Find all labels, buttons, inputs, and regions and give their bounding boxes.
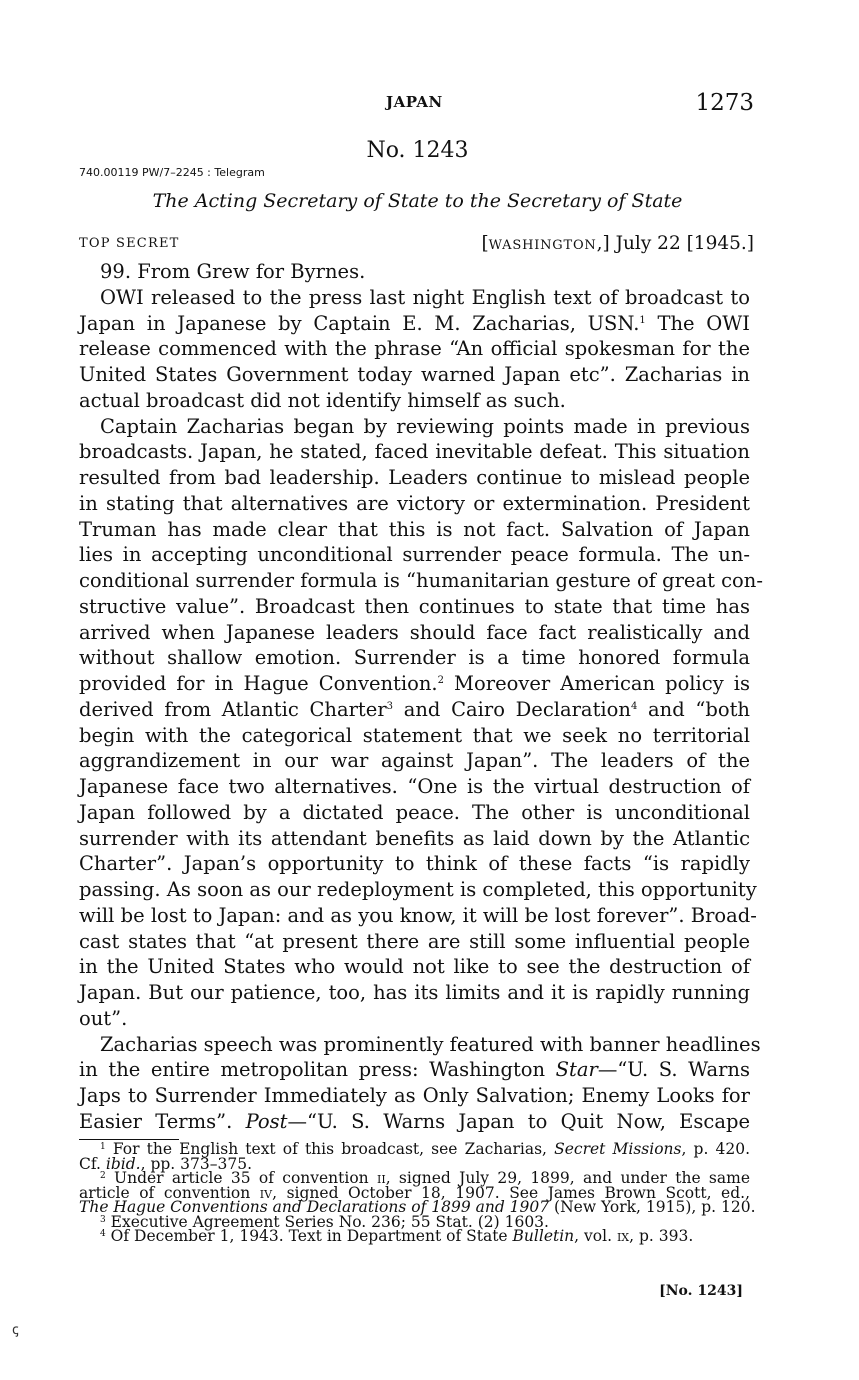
line-text: release commenced with the phrase “An official spokesman for the <box>79 337 750 361</box>
line-text: Easier Terms”. <box>79 1109 246 1133</box>
body-line <box>79 336 750 362</box>
line-text: Charter”. Japan’s opportunity to think of these facts “is rapidly <box>79 852 750 876</box>
body-line <box>79 723 750 749</box>
body-line <box>79 774 750 800</box>
line-text: broadcasts. Japan, he stated, faced inevitable defeat. This situation <box>79 440 750 464</box>
line-text: and Cairo Declaration <box>393 697 631 721</box>
italic-title: Bulletin <box>512 1227 575 1245</box>
italic-title: Secret Missions <box>554 1140 682 1158</box>
body-line <box>79 465 750 491</box>
dateline <box>481 233 754 254</box>
body-line <box>79 826 750 852</box>
line-text: OWI released to the press last night English text of broadcast to <box>100 285 750 309</box>
body-line <box>79 568 763 594</box>
newspaper-name: Post <box>245 1109 288 1133</box>
line-text: begin with the categorical statement that we seek no territorial <box>79 723 750 747</box>
body-line <box>79 362 750 388</box>
end-mark: [No. 1243] <box>659 1283 743 1299</box>
document-routing: The Acting Secretary of State to the Secretary of State <box>152 190 683 212</box>
body-line <box>79 851 750 877</box>
footnote-line <box>79 1229 750 1244</box>
margin-scan-mark: ꞔ <box>12 1322 19 1338</box>
footnote-text: (New York, 1915), p. 120. <box>549 1198 756 1216</box>
footnote-text: , signed July 29, 1899, and under the same <box>385 1169 750 1187</box>
line-text: United States Government today warned Japan etc”. Zacharias in <box>79 363 750 386</box>
body-line <box>79 285 750 311</box>
line-text: conditional surrender formula is “humanitarian gesture of great con- <box>79 569 763 592</box>
line-text: provided for in Hague Convention. <box>79 672 438 695</box>
body-line <box>79 259 750 285</box>
line-text: actual broadcast did not identify himself as such. <box>79 388 566 412</box>
body-line <box>79 800 750 826</box>
footnote-number: 3 <box>100 1214 106 1225</box>
classification-label: TOP SECRET <box>79 236 180 251</box>
footnote-text: , vol. <box>574 1227 617 1245</box>
roman-numeral: ii <box>376 1169 386 1187</box>
footnote-text: , pp. 373–375. <box>140 1154 252 1173</box>
body-line <box>79 671 750 697</box>
body-line <box>79 1109 750 1135</box>
line-text: Truman has made clear that this is not fact. Salvation of Japan <box>79 517 750 541</box>
telegram-body <box>79 259 763 1135</box>
dateline-date: ,] July 22 [1945.] <box>596 233 754 254</box>
line-text: 99. From Grew for Byrnes. <box>100 260 366 283</box>
line-text: passing. As soon as our redeployment is completed, this opportunity <box>79 878 757 901</box>
dateline-bracket: [ <box>481 233 489 254</box>
line-text: in the United States who would not like to see the destruction of <box>79 955 750 979</box>
footnote-text: , p. 420. <box>681 1140 750 1158</box>
footnote-ref: 3 <box>386 700 394 712</box>
line-text: Japanese face two alternatives. “One is the virtual destruction of <box>79 775 750 798</box>
body-line <box>79 954 750 980</box>
line-text: —“U. S. Warns <box>597 1058 750 1082</box>
line-text: aggrandizement in our war against Japan”. The leaders of the <box>79 749 750 773</box>
body-line <box>79 517 750 543</box>
italic-title: ibid. <box>105 1154 141 1173</box>
footnote-text: Of December 1, 1943. Text in Department of State <box>105 1227 513 1245</box>
body-line <box>79 980 750 1006</box>
line-text: without shallow emotion. Surrender is a time honored formula <box>79 646 750 670</box>
line-text: —“U. S. Warns Japan to Quit Now, Escape <box>287 1109 750 1133</box>
roman-numeral: ix <box>616 1227 630 1245</box>
footnote-number: 4 <box>100 1229 106 1239</box>
body-line <box>79 620 750 646</box>
body-line <box>79 594 750 620</box>
line-text: structive value”. Broadcast then continues to state that time has <box>79 594 750 618</box>
line-text: Captain Zacharias began by reviewing points made in previous <box>100 414 750 438</box>
body-line <box>79 1083 750 1109</box>
line-text: cast states that “at present there are still some influential people <box>79 929 750 953</box>
line-text: Japan. But our patience, too, has its limits and it is rapidly running <box>79 981 750 1004</box>
line-text: Japan followed by a dictated peace. The other is unconditional <box>79 800 750 824</box>
footnote-text: , signed October 18, 1907. See James Brown Scott, ed., <box>272 1183 751 1202</box>
line-text: in the entire metropolitan press: Washington <box>79 1058 556 1082</box>
page-number: 1273 <box>695 90 754 116</box>
footnote-text: Cf. <box>79 1154 106 1173</box>
line-text: derived from Atlantic Charter <box>79 697 387 721</box>
running-head: JAPAN <box>386 93 443 111</box>
footnote-text: Under article 35 of convention <box>105 1169 377 1187</box>
body-line <box>79 1006 750 1032</box>
newspaper-name: Star <box>555 1058 598 1082</box>
file-reference: 740.00119 PW/7–2245 : Telegram <box>79 166 265 179</box>
footnote-number: 1 <box>100 1142 106 1152</box>
line-text: Japan in Japanese by Captain E. M. Zacharias, USN. <box>79 311 640 335</box>
line-text: and “both <box>637 697 750 721</box>
body-line <box>79 311 750 337</box>
line-text: resulted from bad leadership. Leaders continue to mislead people <box>79 466 750 489</box>
line-text: lies in accepting unconditional surrender peace formula. The un- <box>79 543 750 567</box>
footnotes <box>79 1140 756 1245</box>
line-text: The OWI <box>645 311 750 335</box>
body-line <box>79 388 750 414</box>
footnote-ref: 4 <box>630 700 638 712</box>
footnote-text: Executive Agreement Series No. 236; 55 Stat. (2) 1603. <box>105 1212 549 1231</box>
footnote-text: For the English text of this broadcast, see Zacharias, <box>105 1140 555 1158</box>
footnote-number: 2 <box>100 1171 106 1181</box>
line-text: Japs to Surrender Immediately as Only Salvation; Enemy Looks for <box>79 1084 750 1107</box>
body-line <box>79 645 750 671</box>
body-line <box>79 542 750 568</box>
footnote-ref: 2 <box>437 675 445 686</box>
line-text: surrender with its attendant benefits as laid down by the Atlantic <box>79 826 750 850</box>
body-line <box>79 491 750 517</box>
footnote-text: article of convention <box>79 1183 260 1202</box>
body-line <box>79 877 757 903</box>
line-text: in stating that alternatives are victory or extermination. President <box>79 491 750 515</box>
body-line <box>79 697 750 723</box>
body-line <box>79 1032 761 1058</box>
footnote-text: , p. 393. <box>629 1227 694 1245</box>
footnote-ref: 1 <box>639 314 646 326</box>
body-line <box>79 1057 750 1083</box>
dateline-place: WASHINGTON <box>488 238 597 253</box>
document-number: No. 1243 <box>366 138 469 163</box>
line-text: out”. <box>79 1006 128 1030</box>
body-line <box>79 903 757 929</box>
line-text: arrived when Japanese leaders should face fact realistically and <box>79 620 750 644</box>
body-line <box>79 439 750 465</box>
line-text: Zacharias speech was prominently featured with banner headlines <box>100 1032 761 1056</box>
line-text: will be lost to Japan: and as you know, it will be lost forever”. Broad- <box>79 903 757 927</box>
body-line <box>79 414 750 440</box>
body-line <box>79 748 750 774</box>
italic-title: The Hague Conventions and Declarations of 1899 and 1907 <box>79 1198 550 1216</box>
body-line <box>79 929 750 955</box>
line-text: Moreover American policy is <box>444 672 750 695</box>
roman-numeral: iv <box>259 1183 273 1202</box>
